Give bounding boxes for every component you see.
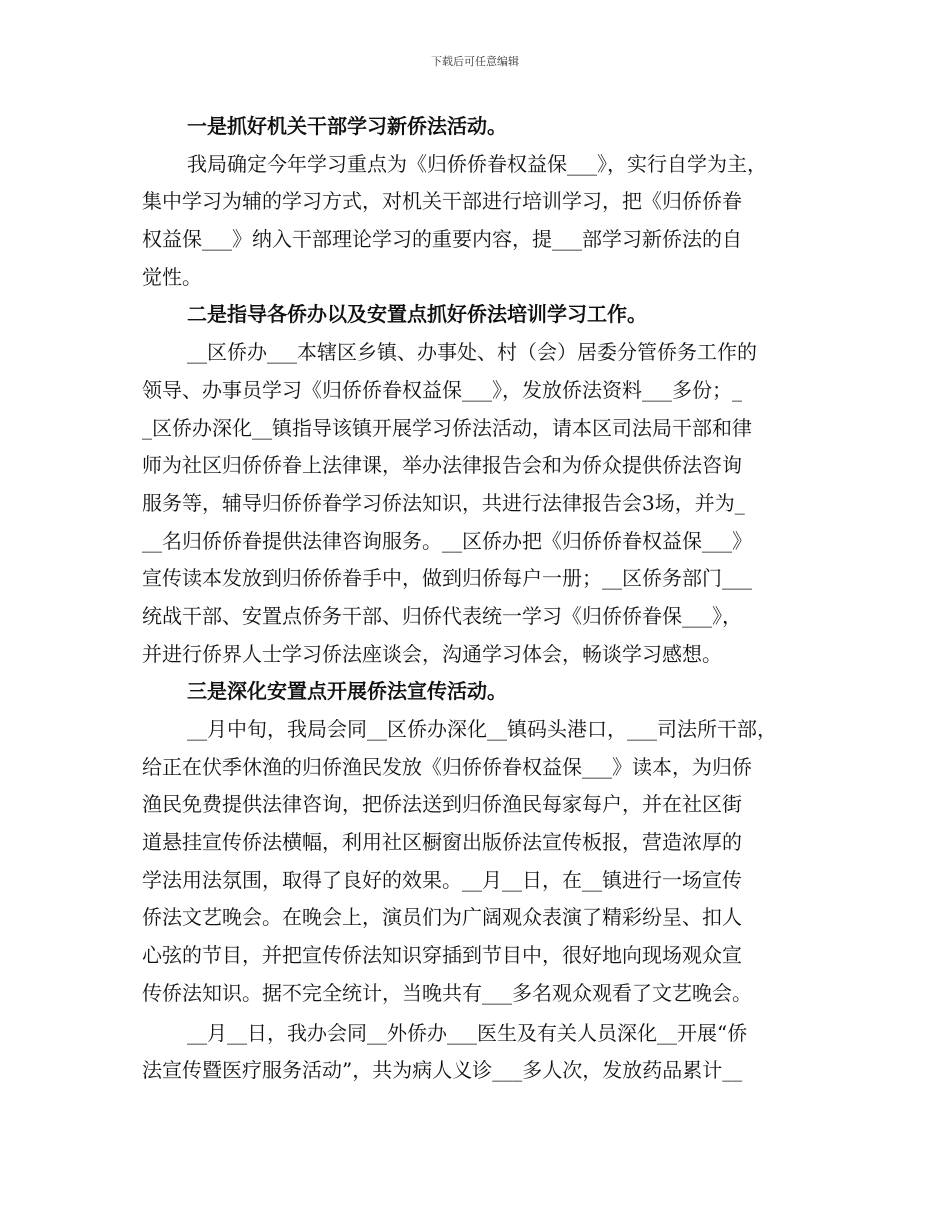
paragraph-line: 集中学习为辅的学习方式，对机关干部进行培训学习，把《归侨侨眷 <box>142 189 742 214</box>
section-heading-1: 一是抓好机关干部学习新侨法活动。 <box>187 114 507 138</box>
paragraph-line: _区侨办深化__镇指导该镇开展学习侨法活动，请本区司法局干部和律 <box>142 415 752 440</box>
paragraph-line: 师为社区归侨侨眷上法律课，举办法律报告会和为侨众提供侨法咨询 <box>142 453 742 478</box>
paragraph-line: 传侨法知识。据不完全统计，当晚共有___多名观众观看了文艺晚会。 <box>142 980 752 1005</box>
paragraph-line: 学法用法氛围，取得了良好的效果。__月__日，在__镇进行一场宣传 <box>142 867 742 892</box>
paragraph-line: 并进行侨界人士学习侨法座谈会，沟通学习体会，畅谈学习感想。 <box>142 641 722 666</box>
paragraph-line: 我局确定今年学习重点为《归侨侨眷权益保___》，实行自学为主， <box>187 151 767 176</box>
paragraph-line: 法宣传暨医疗服务活动”，共为病人义诊___多人次，发放药品累计__ <box>142 1058 743 1083</box>
paragraph-line: __月中旬，我局会同__区侨办深化__镇码头港口，___司法所干部， <box>187 717 777 741</box>
paragraph-line: 心弦的节目，并把宣传侨法知识穿插到节目中，很好地向现场观众宣 <box>142 943 742 968</box>
paragraph-line: 统战干部、安置点侨务干部、归侨代表统一学习《归侨侨眷保___》， <box>142 603 742 628</box>
paragraph-line: 道悬挂宣传侨法横幅，利用社区橱窗出版侨法宣传板报，营造浓厚的 <box>142 830 742 855</box>
paragraph-line: 宣传读本发放到归侨侨眷手中，做到归侨每户一册；__区侨务部门___ <box>142 566 752 591</box>
paragraph-line: 渔民免费提供法律咨询，把侨法送到归侨渔民每家每户，并在社区街 <box>142 792 742 817</box>
paragraph-line: 服务等，辅导归侨侨眷学习侨法知识，共进行法律报告会3场，并为_ <box>142 490 745 515</box>
paragraph-line: 给正在伏季休渔的归侨渔民发放《归侨侨眷权益保___》读本，为归侨 <box>142 754 752 779</box>
paragraph-line: __区侨办___本辖区乡镇、办事处、村（会）居委分管侨务工作的 <box>187 340 757 365</box>
section-heading-2: 二是指导各侨办以及安置点抓好侨法培训学习工作。 <box>187 302 647 327</box>
paragraph-line: 侨法文艺晚会。在晚会上，演员们为广阔观众表演了精彩纷呈、扣人 <box>142 905 742 930</box>
section-heading-3: 三是深化安置点开展侨法宣传活动。 <box>187 679 507 704</box>
paragraph-line: 权益保___》纳入干部理论学习的重要内容，提___部学习新侨法的自 <box>142 227 742 252</box>
paragraph-line: __月__日，我办会同__外侨办___医生及有关人员深化__开展“侨 <box>187 1020 748 1045</box>
paragraph-line: __名归侨侨眷提供法律咨询服务。__区侨办把《归侨侨眷权益保___》 <box>142 528 752 553</box>
page-header: 下载后可任意编辑 <box>431 55 519 68</box>
paragraph-line: 领导、办事员学习《归侨侨眷权益保___》，发放侨法资料___多份；_ <box>142 377 742 402</box>
paragraph-line: 觉性。 <box>142 264 202 289</box>
document-body <box>142 108 818 1090</box>
